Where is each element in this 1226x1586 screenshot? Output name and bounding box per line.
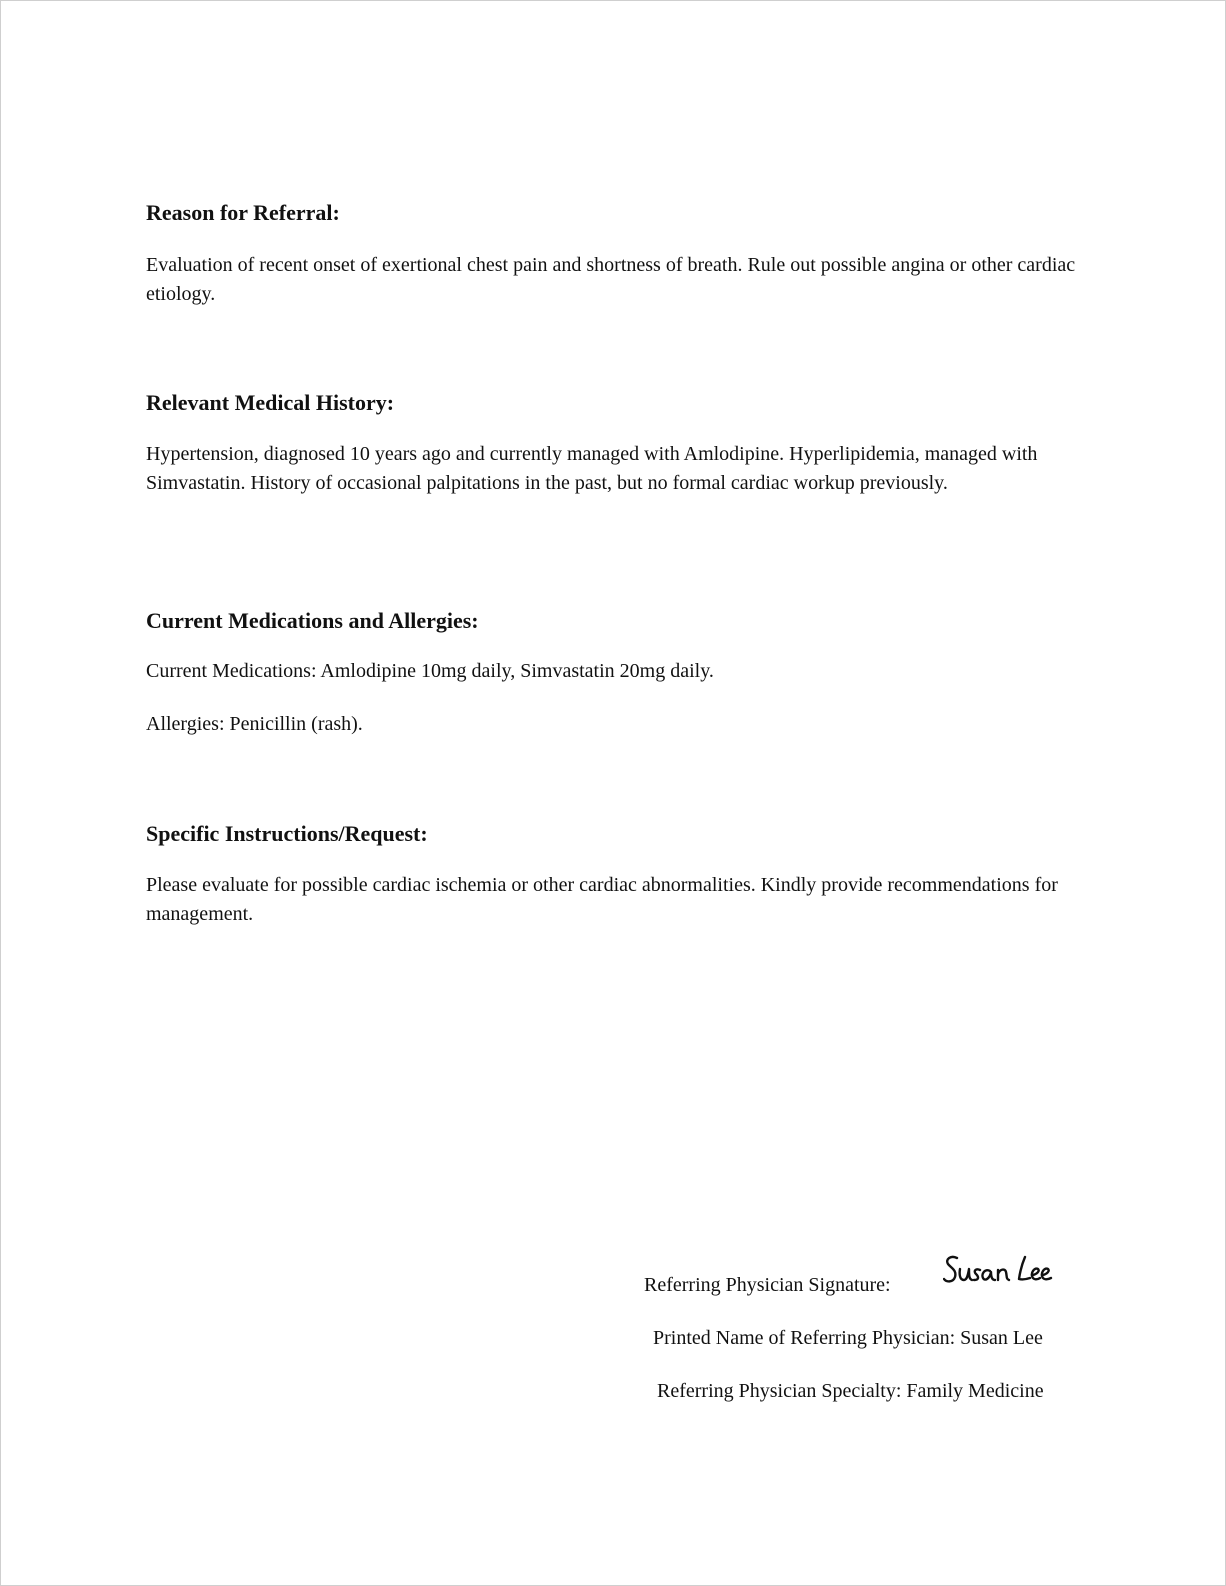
signature-label: Referring Physician Signature:	[644, 1274, 891, 1296]
printed-name-line: Printed Name of Referring Physician: Susan Lee	[653, 1327, 1043, 1349]
medications-heading: Current Medications and Allergies:	[146, 608, 479, 633]
instructions-text: Please evaluate for possible cardiac ischemia or other cardiac abnormalities. Kindly provide recommendations for management.	[146, 874, 1058, 925]
reason-text: Evaluation of recent onset of exertional chest pain and shortness of breath. Rule out possible angina or other cardiac etiology.	[146, 254, 1076, 305]
instructions-heading: Specific Instructions/Request:	[146, 821, 428, 846]
history-heading: Relevant Medical History:	[146, 390, 395, 415]
allergies-text: Allergies: Penicillin (rash).	[146, 713, 363, 735]
reason-heading: Reason for Referral:	[146, 200, 340, 225]
specialty-line: Referring Physician Specialty: Family Medicine	[657, 1380, 1044, 1402]
history-text: Hypertension, diagnosed 10 years ago and currently managed with Amlodipine. Hyperlipidemia, managed with Simvastatin. History of occasional palpitations in the past, but no formal cardiac workup previously.	[146, 443, 1038, 494]
handwritten-signature	[943, 1252, 1058, 1292]
current-medications-text: Current Medications: Amlodipine 10mg daily, Simvastatin 20mg daily.	[146, 660, 714, 682]
